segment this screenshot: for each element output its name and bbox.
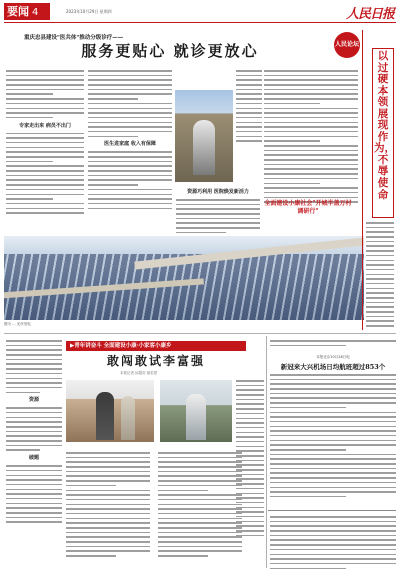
- feature-byline: 本报记者 邱超奕 郁若思: [120, 371, 158, 375]
- lower-subhead-1: 资源: [28, 397, 39, 404]
- solar-photo-caption: 图为 … 光伏发电: [4, 322, 31, 326]
- topic-banner: ▶青年讲奋斗 全面建设小康·小家客小康乡: [66, 341, 246, 351]
- feature-headline: 敢闯敢试李富强: [106, 354, 205, 368]
- article-column-3: [176, 186, 260, 237]
- news-divider: [268, 510, 396, 511]
- right-top-text: [270, 340, 396, 349]
- news-body: [270, 374, 396, 501]
- news-kicker: 本报北京10月28日电: [316, 355, 350, 359]
- article-headline: 服务更贴心 就诊更放心: [81, 42, 259, 60]
- article-subhead-3: 资源巧利用 医院焕发新活力: [187, 189, 249, 195]
- feature-red-subtitle: 全面建设小康社会"开城半盖万村调研行": [264, 200, 352, 216]
- commentary-badge: [334, 32, 364, 60]
- commentary-text: [366, 222, 394, 330]
- commentary-title-box: [372, 48, 394, 218]
- article-kicker: 重庆忠县建设"医共体"推动分级诊疗——: [24, 35, 124, 41]
- news-brief: [270, 516, 396, 572]
- section-label: 要闻: [7, 5, 29, 18]
- article-subhead-1: 专家走出来 病员不出门: [19, 122, 71, 129]
- page-header: [4, 3, 396, 23]
- lower-left-column: [6, 340, 62, 526]
- section-divider: [4, 333, 396, 334]
- article-column-3-top: [236, 70, 262, 145]
- commentary-title: 以过硬本领展现作为，不辱使命: [374, 50, 395, 201]
- farmer-photo: [66, 380, 154, 442]
- issue-date: 2023年10月29日 星期四: [66, 9, 112, 14]
- doctor-photo: [175, 90, 233, 182]
- solar-farm-photo: [4, 236, 364, 320]
- lower-subhead-2: 破题: [28, 455, 39, 462]
- field-photo: [160, 380, 232, 442]
- page-number: 4: [32, 7, 39, 18]
- newspaper-logo: 人民日报: [345, 7, 394, 22]
- article-subhead-2: 医生进家庭 收入有保障: [104, 141, 156, 148]
- section-badge: [4, 3, 50, 20]
- article-column-1: [6, 70, 84, 217]
- feature-column-2: [158, 452, 242, 560]
- news-headline: 新冠来大兴机场日均航班超过853个: [280, 363, 386, 371]
- article-column-4: [264, 70, 358, 206]
- feature-column-3: [236, 380, 264, 539]
- article-column-2: [88, 70, 172, 212]
- commentary-badge-label: 人民论坛: [334, 32, 360, 58]
- column-rule: [266, 336, 267, 568]
- feature-column-1: [66, 452, 150, 560]
